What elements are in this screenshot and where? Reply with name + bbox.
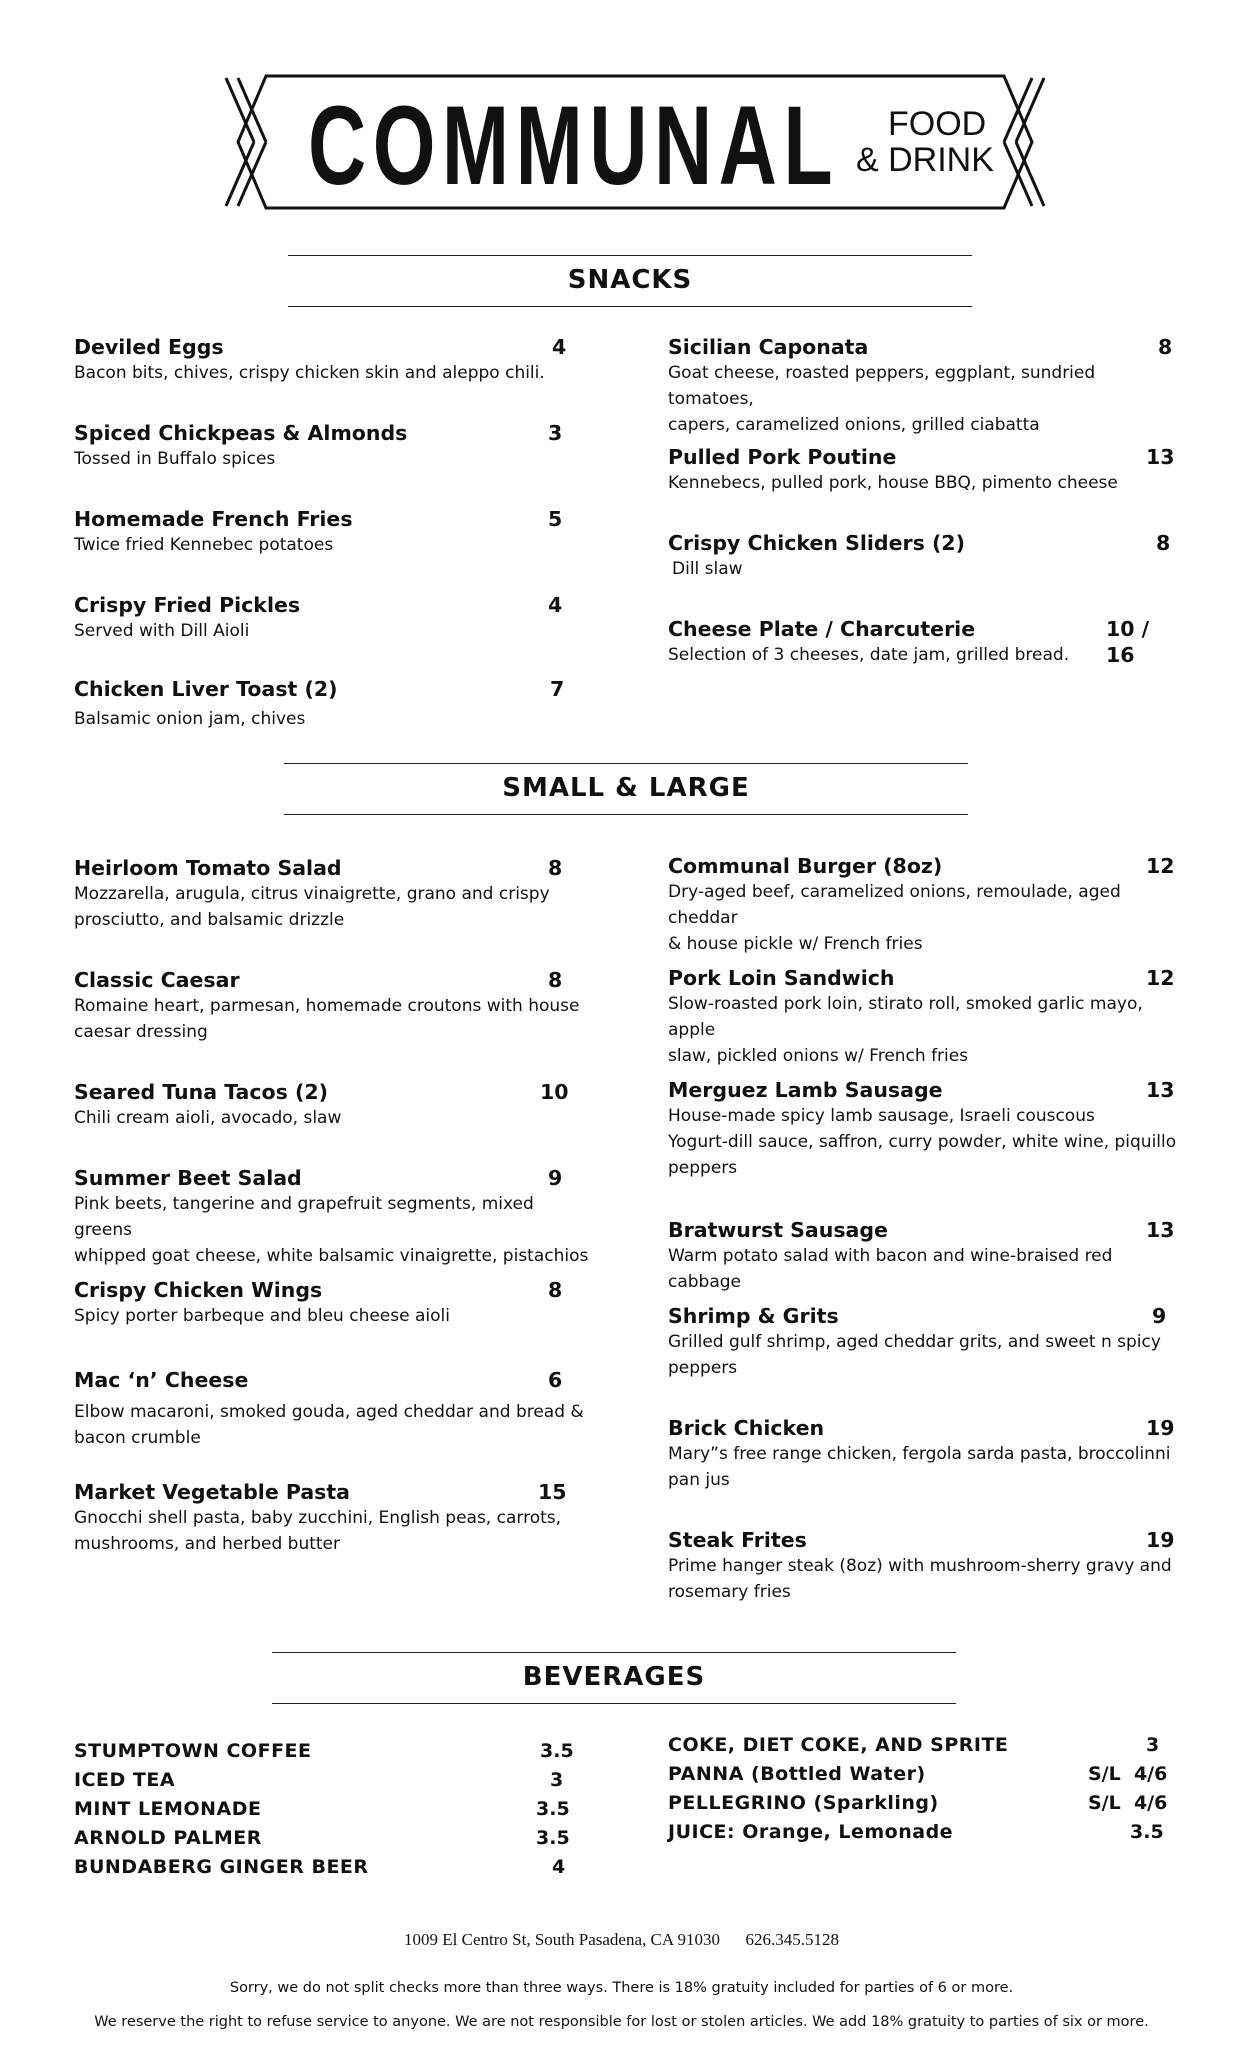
item-price: 19 xyxy=(1146,1416,1175,1440)
beverage-price: 3.5 xyxy=(1130,1821,1164,1843)
footer-note-policy: We reserve the right to refuse service to anyone. We are not responsible for lost or stolen articles. We add 18% gratuity to parties of six or more. xyxy=(94,2014,1149,2030)
item-desc: Served with Dill Aioli xyxy=(74,621,250,641)
menu-item xyxy=(668,616,1178,676)
logo-wordmark: COMMUNAL xyxy=(308,83,840,208)
item-desc: Kennebecs, pulled pork, house BBQ, pimento cheese xyxy=(668,473,1118,493)
item-price: 8 xyxy=(548,968,563,992)
item-price: 19 xyxy=(1146,1528,1175,1552)
menu-item xyxy=(74,855,594,967)
item-name: Summer Beet Salad xyxy=(74,1166,302,1190)
item-desc: Chili cream aioli, avocado, slaw xyxy=(74,1108,342,1128)
beverage-price: 3 xyxy=(1146,1734,1160,1756)
menu-item xyxy=(668,853,1188,965)
item-desc: Spicy porter barbeque and bleu cheese aioli xyxy=(74,1306,450,1326)
beverage-item xyxy=(74,1795,574,1824)
item-name: Pulled Pork Poutine xyxy=(668,445,897,469)
item-desc: Grilled gulf shrimp, aged cheddar grits, and sweet n spicy xyxy=(668,1332,1161,1352)
item-desc: bacon crumble xyxy=(74,1428,201,1448)
item-name: Homemade French Fries xyxy=(74,507,353,531)
item-price: 8 xyxy=(1158,335,1173,359)
restaurant-logo xyxy=(224,72,1046,212)
item-desc: Selection of 3 cheeses, date jam, grilled bread. xyxy=(668,645,1070,665)
item-price: 8 xyxy=(548,856,563,880)
snacks-left-column xyxy=(74,334,567,736)
item-name: Pork Loin Sandwich xyxy=(668,966,895,990)
item-name: Merguez Lamb Sausage xyxy=(668,1078,943,1102)
menu-item xyxy=(668,334,1178,444)
beverage-name: BUNDABERG GINGER BEER xyxy=(74,1856,369,1878)
beverage-item xyxy=(74,1853,574,1882)
item-price: 4 xyxy=(548,593,563,617)
item-name: Brick Chicken xyxy=(668,1416,825,1440)
item-desc: Gnocchi shell pasta, baby zucchini, English peas, carrots, xyxy=(74,1508,562,1528)
item-desc: Dry-aged beef, caramelized onions, remoulade, aged cheddar xyxy=(668,882,1121,928)
menu-item xyxy=(74,1479,594,1559)
beverage-item xyxy=(74,1737,574,1766)
menu-item xyxy=(74,420,564,506)
menu-item xyxy=(668,1527,1188,1607)
item-price: 6 xyxy=(548,1368,563,1392)
logo-subtitle xyxy=(856,106,994,178)
beverage-name: PANNA (Bottled Water) xyxy=(668,1763,926,1785)
item-price: 10 / 16 xyxy=(1106,617,1150,667)
menu-item xyxy=(668,1303,1188,1415)
item-desc: Prime hanger steak (8oz) with mushroom-sherry gravy and xyxy=(668,1556,1172,1576)
section-title: SMALL & LARGE xyxy=(502,773,750,803)
item-desc: peppers xyxy=(668,1358,738,1378)
beverage-price: S/L 4/6 xyxy=(1088,1792,1168,1814)
item-name: Crispy Fried Pickles xyxy=(74,593,301,617)
item-desc: Bacon bits, chives, crispy chicken skin and aleppo chili. xyxy=(74,363,545,383)
beverage-price: 3.5 xyxy=(540,1740,574,1762)
item-desc: Tossed in Buffalo spices xyxy=(74,449,276,469)
beverage-name: ICED TEA xyxy=(74,1769,176,1791)
beverage-price: S/L 4/6 xyxy=(1088,1763,1168,1785)
item-name: Shrimp & Grits xyxy=(668,1304,839,1328)
beverages-left-column xyxy=(74,1737,574,1882)
item-desc: mushrooms, and herbed butter xyxy=(74,1534,341,1554)
beverage-item xyxy=(668,1760,1188,1789)
item-name: Sicilian Caponata xyxy=(668,335,869,359)
menu-item xyxy=(668,1077,1188,1217)
item-desc: Goat cheese, roasted peppers, eggplant, sundried tomatoes, xyxy=(668,363,1096,409)
item-price: 10 xyxy=(540,1080,569,1104)
item-name: Mac ‘n’ Cheese xyxy=(74,1368,249,1392)
item-price: 12 xyxy=(1146,966,1175,990)
item-price: 8 xyxy=(548,1278,563,1302)
item-price: 3 xyxy=(548,421,563,445)
item-desc: Twice fried Kennebec potatoes xyxy=(74,535,334,555)
menu-item xyxy=(74,1079,594,1165)
beverage-price: 3 xyxy=(550,1769,564,1791)
menu-item xyxy=(668,1217,1188,1303)
footer-address: 1009 El Centro St, South Pasadena, CA 91030 626.345.5128 xyxy=(404,1930,839,1949)
beverages-right-column xyxy=(668,1731,1188,1847)
menu-item xyxy=(668,1415,1188,1527)
item-name: Classic Caesar xyxy=(74,968,240,992)
beverage-item xyxy=(74,1824,574,1853)
item-name: Seared Tuna Tacos (2) xyxy=(74,1080,328,1104)
item-name: Heirloom Tomato Salad xyxy=(74,856,342,880)
item-desc: Elbow macaroni, smoked gouda, aged cheddar and bread & xyxy=(74,1402,584,1422)
item-name: Communal Burger (8oz) xyxy=(668,854,943,878)
item-desc: Slow-roasted pork loin, stirato roll, smoked garlic mayo, apple xyxy=(668,994,1143,1040)
item-price: 13 xyxy=(1146,1078,1175,1102)
item-price: 12 xyxy=(1146,854,1175,878)
item-price: 4 xyxy=(552,335,567,359)
menu-item xyxy=(74,506,564,592)
small-large-left-column xyxy=(74,855,594,1559)
item-desc: House-made spicy lamb sausage, Israeli couscous xyxy=(668,1106,1095,1126)
item-desc: whipped goat cheese, white balsamic vinaigrette, pistachios xyxy=(74,1246,589,1266)
item-desc: slaw, pickled onions w/ French fries xyxy=(668,1046,969,1066)
menu-item xyxy=(668,444,1178,530)
beverage-item xyxy=(668,1731,1188,1760)
beverage-name: ARNOLD PALMER xyxy=(74,1827,262,1849)
menu-item xyxy=(74,676,564,736)
item-name: Steak Frites xyxy=(668,1528,807,1552)
item-name: Crispy Chicken Sliders (2) xyxy=(668,531,965,555)
beverage-name: PELLEGRINO (Sparkling) xyxy=(668,1792,939,1814)
item-price: 13 xyxy=(1146,1218,1175,1242)
item-desc: Mozzarella, arugula, citrus vinaigrette, grano and crispy xyxy=(74,884,550,904)
item-name: Bratwurst Sausage xyxy=(668,1218,888,1242)
beverage-item xyxy=(74,1766,574,1795)
item-price: 8 xyxy=(1156,531,1171,555)
menu-item xyxy=(74,1367,594,1479)
item-price: 7 xyxy=(550,677,565,701)
beverage-name: JUICE: Orange, Lemonade xyxy=(668,1821,954,1843)
item-price: 9 xyxy=(1152,1304,1167,1328)
item-desc: Balsamic onion jam, chives xyxy=(74,709,306,729)
beverage-name: COKE, DIET COKE, AND SPRITE xyxy=(668,1734,1009,1756)
item-desc: & house pickle w/ French fries xyxy=(668,934,923,954)
item-desc: Pink beets, tangerine and grapefruit segments, mixed greens xyxy=(74,1194,534,1240)
item-name: Chicken Liver Toast (2) xyxy=(74,677,338,701)
item-price: 15 xyxy=(538,1480,567,1504)
item-price: 9 xyxy=(548,1166,563,1190)
menu-item xyxy=(668,530,1178,616)
item-name: Cheese Plate / Charcuterie xyxy=(668,617,976,641)
item-desc: pan jus xyxy=(668,1470,730,1490)
section-title: BEVERAGES xyxy=(522,1662,706,1692)
menu-item xyxy=(74,1165,594,1277)
snacks-right-column xyxy=(668,334,1178,676)
item-desc: Mary”s free range chicken, fergola sarda pasta, broccolinni xyxy=(668,1444,1171,1464)
beverage-price: 3.5 xyxy=(536,1827,570,1849)
small-large-right-column xyxy=(668,853,1188,1607)
item-price: 5 xyxy=(548,507,563,531)
beverage-name: MINT LEMONADE xyxy=(74,1798,262,1820)
item-desc: Dill slaw xyxy=(672,559,743,579)
item-desc: caesar dressing xyxy=(74,1022,208,1042)
item-desc: Warm potato salad with bacon and wine-braised red cabbage xyxy=(668,1246,1113,1292)
logo-sub-drink: & DRINK xyxy=(856,141,994,179)
menu-item xyxy=(74,1277,594,1367)
item-desc: peppers xyxy=(668,1158,738,1178)
section-snacks-heading xyxy=(288,255,972,307)
beverage-name: STUMPTOWN COFFEE xyxy=(74,1740,312,1762)
menu-item xyxy=(74,334,567,420)
item-name: Market Vegetable Pasta xyxy=(74,1480,351,1504)
section-beverages-heading xyxy=(272,1652,956,1704)
menu-item xyxy=(74,967,594,1079)
item-name: Spiced Chickpeas & Almonds xyxy=(74,421,408,445)
item-desc: rosemary fries xyxy=(668,1582,791,1602)
item-price: 13 xyxy=(1146,445,1175,469)
item-desc: prosciutto, and balsamic drizzle xyxy=(74,910,345,930)
beverage-item xyxy=(668,1818,1188,1847)
section-small-large-heading xyxy=(284,763,968,815)
beverage-price: 4 xyxy=(552,1856,566,1878)
item-name: Deviled Eggs xyxy=(74,335,224,359)
footer-note-checks: Sorry, we do not split checks more than three ways. There is 18% gratuity included for parties of 6 or more. xyxy=(229,1980,1014,1996)
item-desc: Yogurt-dill sauce, saffron, curry powder, white wine, piquillo xyxy=(668,1132,1177,1152)
item-name: Crispy Chicken Wings xyxy=(74,1278,323,1302)
item-desc: Romaine heart, parmesan, homemade croutons with house xyxy=(74,996,580,1016)
menu-item xyxy=(74,592,564,676)
logo-sub-food: FOOD xyxy=(888,105,987,143)
beverage-price: 3.5 xyxy=(536,1798,570,1820)
menu-item xyxy=(668,965,1188,1077)
item-desc: capers, caramelized onions, grilled ciabatta xyxy=(668,415,1040,435)
section-title: SNACKS xyxy=(567,265,693,295)
beverage-item xyxy=(668,1789,1188,1818)
